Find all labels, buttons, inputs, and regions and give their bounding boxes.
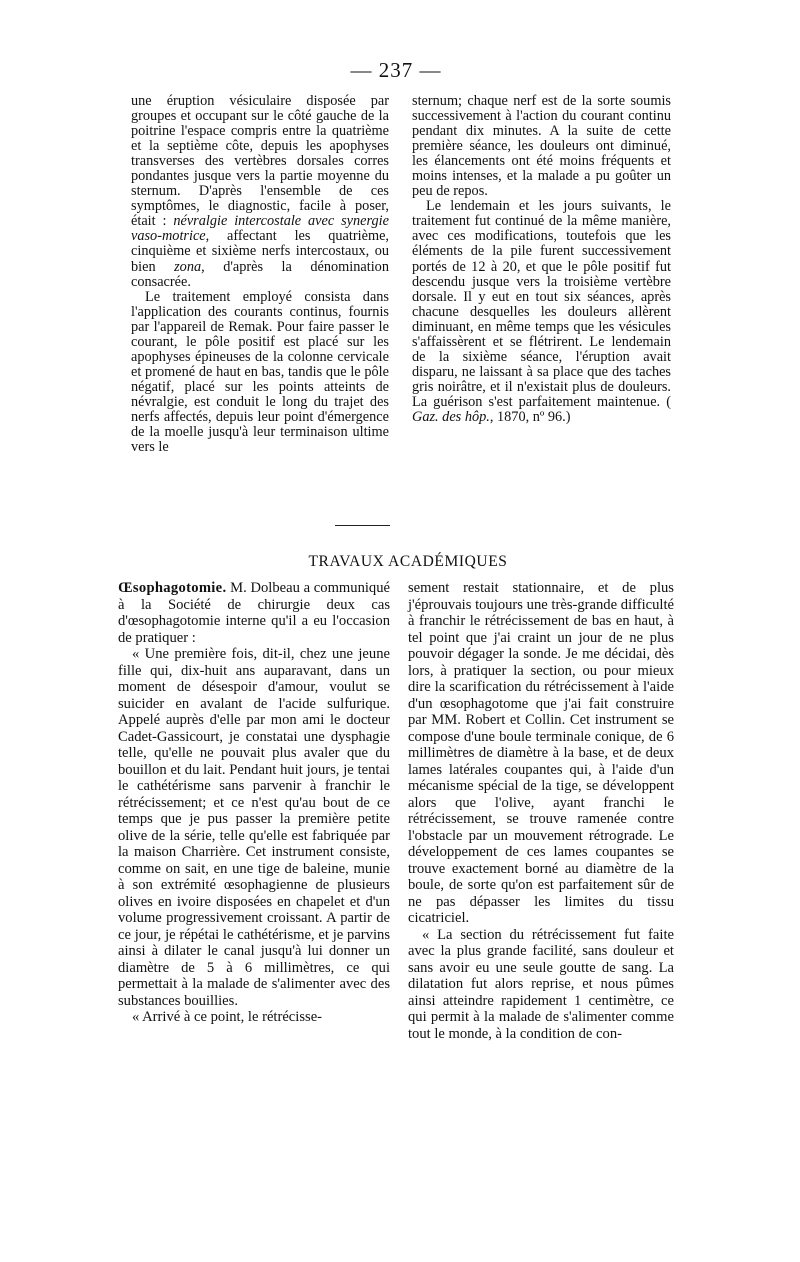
top-left-column — [131, 94, 389, 455]
bottom-right-column — [408, 580, 674, 1042]
paragraph: « La section du rétrécissement fut faite avec la plus grande facilité, sans douleur et sans avoir eu une seule goutte de sang. La dilatation fut alors reprise, et nous pûmes ainsi atteindre rapidement 1 centimètre, ce qui permit à la malade de s'alimenter comme tout le monde, à la condition de con- — [408, 926, 674, 1042]
paragraph: « Arrivé à ce point, le rétrécisse- — [132, 1009, 323, 1025]
diagnosis-italic: névralgie intercostale avec synergie vaso-motrice — [131, 213, 389, 245]
paragraph — [118, 580, 390, 646]
paragraph: Le traitement employé consista dans l'application des courants continus, fournis par l'appareil de Remak. Pour faire passer le courant, le pôle positif est placé sur les apophyses épineuses de la colonne cervicale et promené de haut en bas, tandis que le pôle négatif, placé sur les points atteints de névralgie, est conduit le long du trajet des nerfs affectés, depuis leur point d'émergence de la moelle jusqu'à leur terminaison ultime vers le — [131, 288, 389, 456]
paragraph — [131, 94, 389, 290]
citation-italic: Gaz. des hôp. — [412, 408, 490, 425]
zona-italic: zona, — [174, 258, 205, 275]
text-run: , affectant les quatrième, cinquième et sixième nerfs intercostaux, ou bien — [131, 228, 389, 275]
text-run: M. Dolbeau a communiqué à la Société de chirurgie deux cas d'œsophagotomie interne qu'il a eu l'occasion de pratiquer : — [118, 580, 390, 646]
section-title: TRAVAUX ACADÉMIQUES — [308, 553, 508, 570]
top-right-column — [412, 94, 671, 425]
text-run: d'après la dénomination consacrée. — [131, 258, 389, 290]
paragraph — [412, 199, 671, 425]
text-run: une éruption vésiculaire disposée par groupes et occupant sur le côté gauche de la poitrine l'espace compris entre la quatrième et la septième côte, depuis les apophyses transverses des vertèbres dorsales corres pondantes jusque vers la partie moyenne du sternum. D'après l'ensemble de ces symptômes, le diagnostic, facile à poser, était : — [131, 93, 389, 230]
text-run: Le lendemain et les jours suivants, le traitement fut continué de la même manière, avec ces modifications, toutefois que les éléments de la pile furent successivement portés de 12 à 20, et que le pôle positif fut descendu jusque vers la troisième vertèbre dorsale. Il y eut en tout six séances, après chacune desquelles les douleurs allèrent diminuant, en même temps que les vésicules s'affaissèrent et se flétrirent. Le lendemain de la sixième séance, l'éruption avait disparu, ne laissant à sa place que des taches gris noirâtre, et il n'existait plus de douleurs. La guérison s'est parfaitement maintenue. ( — [412, 198, 671, 410]
paragraph: « Une première fois, dit-il, chez une jeune fille qui, dix-huit ans auparavant, dans un moment de désespoir d'amour, voulut se suicider en avalant de l'acide sulfurique. Appelé auprès d'elle par mon ami le docteur Cadet-Gassicourt, je constatai une dysphagie telle, qu'elle ne pouvait plus avaler que du bouillon et du lait. Pendant huit jours, je tentai le cathétérisme sans parvenir à franchir le rétrécissement; et ce n'est qu'au bout de ce temps que je pus passer la première petite olive de la série, telle qu'elle est fabriquée par la maison Charrière. Cet instrument consiste, comme on sait, en une tige de baleine, munie à son extrémité œsophagienne de plusieurs olives en ivoire disposées en chapelet et d'un volume progressivement croissant. A partir de ce jour, je répétai le cathétérisme, et je parvins ainsi à dilater le canal jusqu'à lui donner un diamètre de 5 à 6 millimètres, ce qui permettait à la malade de s'alimenter avec des substances bouillies. — [118, 646, 390, 1009]
bottom-left-column — [118, 580, 390, 1026]
paragraph: sternum; chaque nerf est de la sorte soumis successivement à l'action du courant continu pendant dix minutes. A la suite de cette première séance, les douleurs ont diminué, les élancements ont été moins fréquents et moins intenses, et la malade a pu goûter un peu de repos. — [412, 93, 671, 200]
article-headword: Œsophagotomie. — [118, 580, 227, 596]
page-number: — 237 — — [350, 58, 442, 82]
text-run: , 1870, nº 96.) — [489, 408, 571, 425]
section-divider — [335, 525, 390, 526]
paragraph: sement restait stationnaire, et de plus j'éprouvais toujours une très-grande difficulté à franchir le rétrécissement de bas en haut, à tel point que j'ai craint un jour de ne plus pouvoir dégager la sonde. Je me décidai, dès lors, à pratiquer la section, ou pour mieux dire la scarification du rétrécissement à l'aide d'un œsophagotome que j'ai fait construire par MM. Robert et Collin. Cet instrument se compose d'une boule terminale conique, de 6 millimètres de diamètre à la base, et de deux lames latérales coupantes qui, à l'aide d'un mécanisme spécial de la tige, se développent alors que l'olive, ayant franchi le rétrécissement, se trouve ramenée contre l'obstacle par un mouvement rétrograde. Le développement de ces lames coupantes se trouve exactement borné au diamètre de la boule, de sorte qu'on est parfaitement sûr de ne pas dépasser les limites du tissu cicatriciel. — [408, 580, 674, 926]
